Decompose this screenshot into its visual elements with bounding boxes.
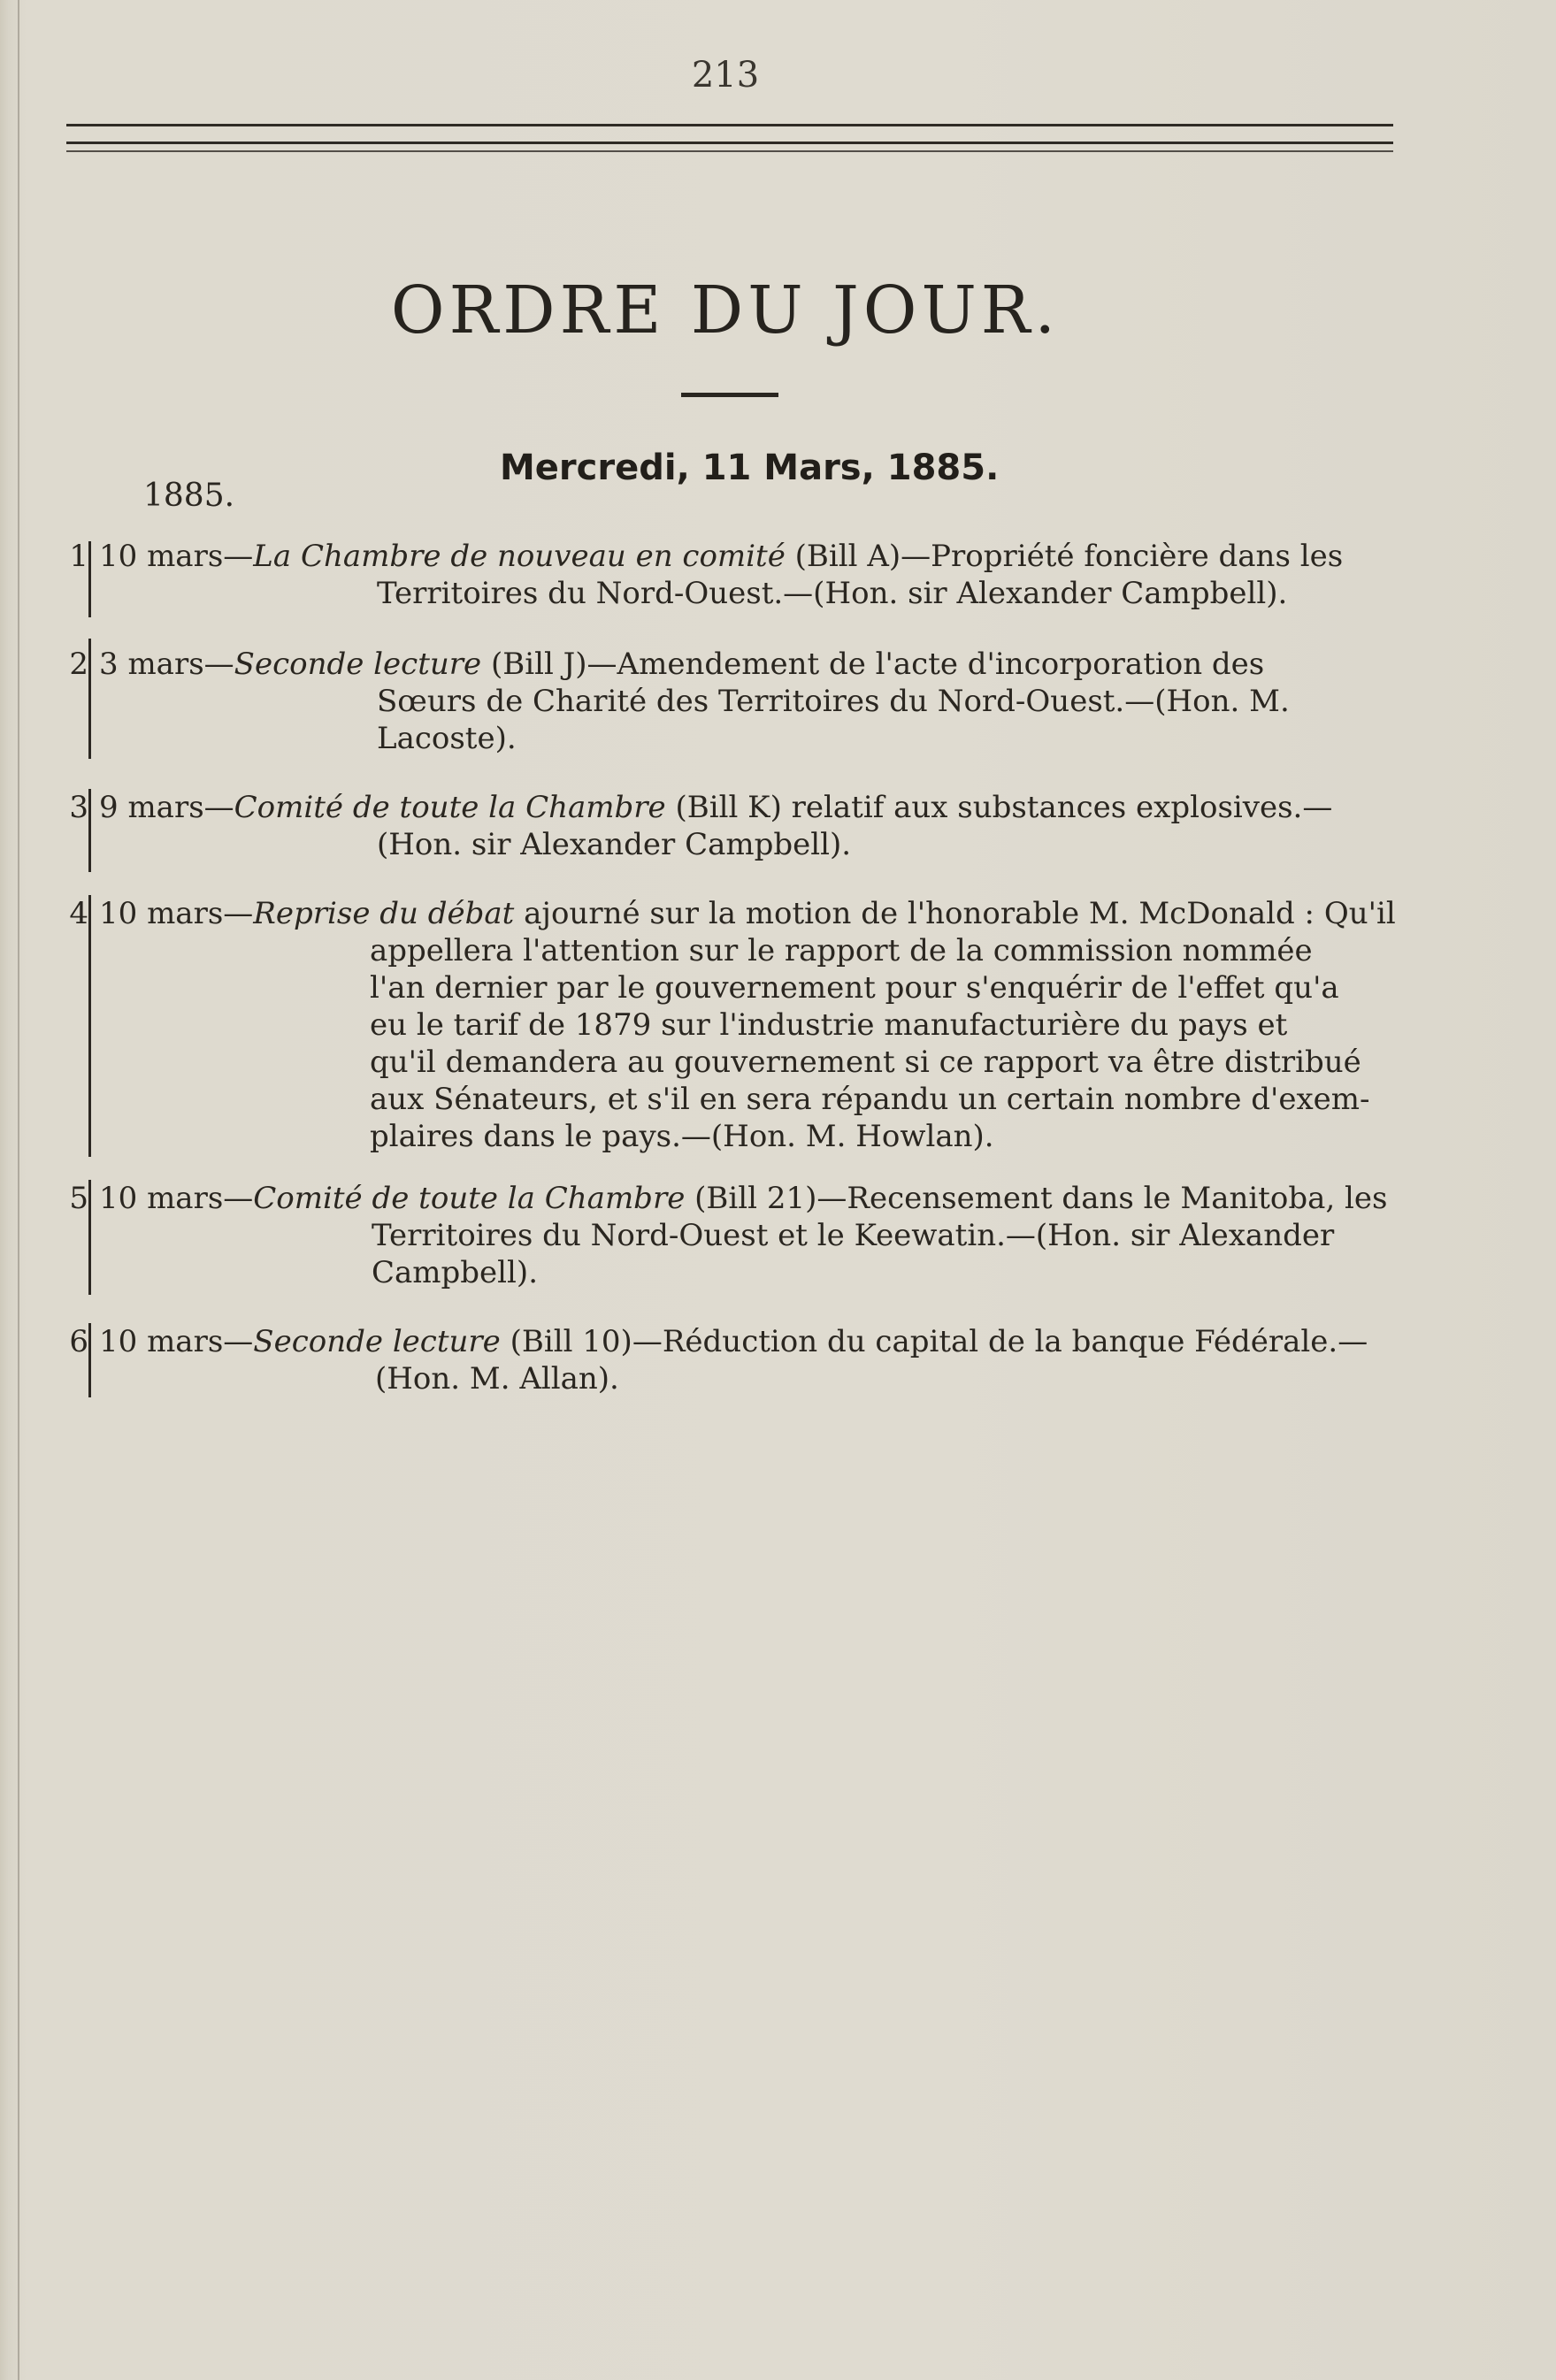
title-divider bbox=[681, 393, 778, 397]
item-detail: (Bill A)—Propriété foncière dans les bbox=[785, 539, 1344, 574]
item-number: 5 bbox=[69, 1181, 88, 1216]
item-text bbox=[99, 538, 1399, 612]
item-action: Reprise du débat bbox=[253, 896, 515, 931]
header-rule bbox=[66, 124, 1393, 126]
year-label: 1885. bbox=[143, 478, 235, 514]
item-text bbox=[99, 646, 1399, 757]
page-title: ORDRE DU JOUR. bbox=[390, 272, 1061, 348]
item-action: Seconde lecture bbox=[234, 647, 482, 682]
item-continuation: Territoires du Nord-Ouest et le Keewatin.—(Hon. sir Alexander bbox=[372, 1218, 1335, 1253]
header-rule bbox=[66, 142, 1393, 144]
item-continuation: (Hon. M. Allan). bbox=[375, 1361, 619, 1397]
item-continuation: l'an dernier par le gouvernement pour s'enquérir de l'effet qu'a bbox=[370, 970, 1339, 1006]
date-heading: Mercredi, 11 Mars, 1885. bbox=[500, 448, 1000, 488]
item-date: 10 mars— bbox=[99, 539, 254, 574]
item-continuation: (Hon. sir Alexander Campbell). bbox=[377, 827, 852, 862]
item-continuation: qu'il demandera au gouvernement si ce rapport va être distribué bbox=[370, 1045, 1361, 1080]
item-bar bbox=[88, 1180, 91, 1295]
item-bar bbox=[88, 541, 91, 617]
item-bar bbox=[88, 639, 91, 759]
item-bar bbox=[88, 895, 91, 1157]
item-text bbox=[99, 1180, 1399, 1291]
item-number: 2 bbox=[69, 647, 88, 682]
item-bar bbox=[88, 789, 91, 872]
item-detail: (Bill 10)—Réduction du capital de la banque Fédérale.— bbox=[500, 1324, 1368, 1359]
item-action: Comité de toute la Chambre bbox=[234, 790, 666, 825]
item-continuation: Lacoste). bbox=[377, 721, 517, 756]
page-number: 213 bbox=[691, 55, 760, 96]
item-continuation: Campbell). bbox=[372, 1255, 538, 1290]
item-text bbox=[99, 1323, 1399, 1397]
item-number: 1 bbox=[69, 539, 88, 574]
item-continuation: aux Sénateurs, et s'il en sera répandu un certain nombre d'exem- bbox=[370, 1082, 1370, 1117]
item-action: Comité de toute la Chambre bbox=[253, 1181, 686, 1216]
binding-edge bbox=[18, 0, 19, 2380]
item-text bbox=[99, 789, 1399, 863]
item-date: 10 mars— bbox=[99, 1324, 254, 1359]
header-rule bbox=[66, 150, 1393, 152]
item-action: Seconde lecture bbox=[253, 1324, 501, 1359]
item-text bbox=[99, 895, 1399, 1155]
item-number: 4 bbox=[69, 896, 88, 931]
item-detail: ajourné sur la motion de l'honorable M. McDonald : Qu'il bbox=[514, 896, 1396, 931]
item-date: 3 mars— bbox=[99, 647, 234, 682]
item-continuation: appellera l'attention sur le rapport de la commission nommée bbox=[370, 933, 1313, 968]
item-number: 6 bbox=[69, 1324, 88, 1359]
item-continuation: eu le tarif de 1879 sur l'industrie manufacturière du pays et bbox=[370, 1007, 1288, 1043]
item-number: 3 bbox=[69, 790, 88, 825]
item-continuation: Sœurs de Charité des Territoires du Nord-Ouest.—(Hon. M. bbox=[377, 684, 1290, 719]
item-continuation: Territoires du Nord-Ouest.—(Hon. sir Alexander Campbell). bbox=[377, 576, 1288, 611]
item-detail: (Bill 21)—Recensement dans le Manitoba, les bbox=[685, 1181, 1388, 1216]
item-action: La Chambre de nouveau en comité bbox=[253, 539, 786, 574]
item-detail: (Bill K) relatif aux substances explosives.— bbox=[665, 790, 1333, 825]
item-date: 10 mars— bbox=[99, 896, 254, 931]
item-continuation: plaires dans le pays.—(Hon. M. Howlan). bbox=[370, 1119, 994, 1154]
item-date: 10 mars— bbox=[99, 1181, 254, 1216]
item-detail: (Bill J)—Amendement de l'acte d'incorporation des bbox=[481, 647, 1265, 682]
item-bar bbox=[88, 1323, 91, 1397]
item-date: 9 mars— bbox=[99, 790, 234, 825]
